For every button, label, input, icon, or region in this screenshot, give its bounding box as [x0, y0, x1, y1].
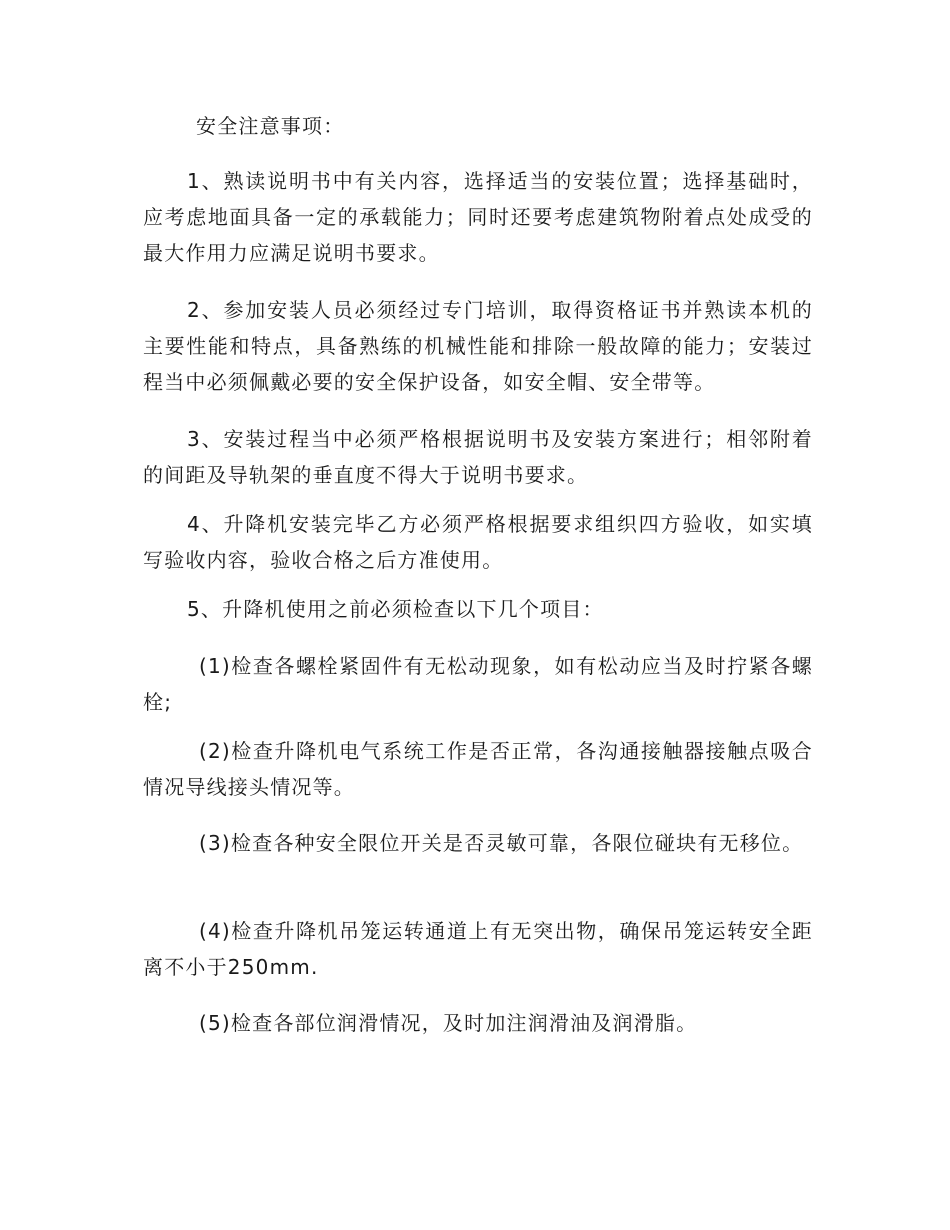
section-heading: 安全注意事项： [196, 114, 345, 138]
check-item-4: (4)检查升降机吊笼运转通道上有无突出物，确保吊笼运转安全距离不小于250mm. [143, 919, 813, 979]
paragraph-item-1: 1、熟读说明书中有关内容，选择适当的安装位置；选择基础时，应考虑地面具备一定的承载能力；同时还要考虑建筑物附着点处成受的最大作用力应满足说明书要求。 [143, 169, 813, 265]
paragraph-item-3: 3、安装过程当中必须严格根据说明书及安装方案进行；相邻附着的间距及导轨架的垂直度不得大于说明书要求。 [143, 427, 813, 487]
check-item-3: (3)检查各种安全限位开关是否灵敏可靠，各限位碰块有无移位。 [199, 831, 804, 855]
paragraph-item-2: 2、参加安装人员必须经过专门培训，取得资格证书并熟读本机的主要性能和特点，具备熟练的机械性能和排除一般故障的能力；安装过程当中必须佩戴必要的安全保护设备，如安全帽、安全带等。 [143, 298, 813, 394]
check-item-2: (2)检查升降机电气系统工作是否正常，各沟通接触器接触点吸合情况导线接头情况等。 [143, 739, 813, 799]
check-item-1: (1)检查各螺栓紧固件有无松动现象，如有松动应当及时拧紧各螺栓; [143, 654, 813, 714]
check-item-5: (5)检查各部位润滑情况，及时加注润滑油及润滑脂。 [199, 1011, 698, 1035]
paragraph-item-5: 5、升降机使用之前必须检查以下几个项目： [187, 597, 604, 621]
paragraph-item-4: 4、升降机安装完毕乙方必须严格根据要求组织四方验收，如实填写验收内容，验收合格之后方准使用。 [143, 512, 813, 572]
